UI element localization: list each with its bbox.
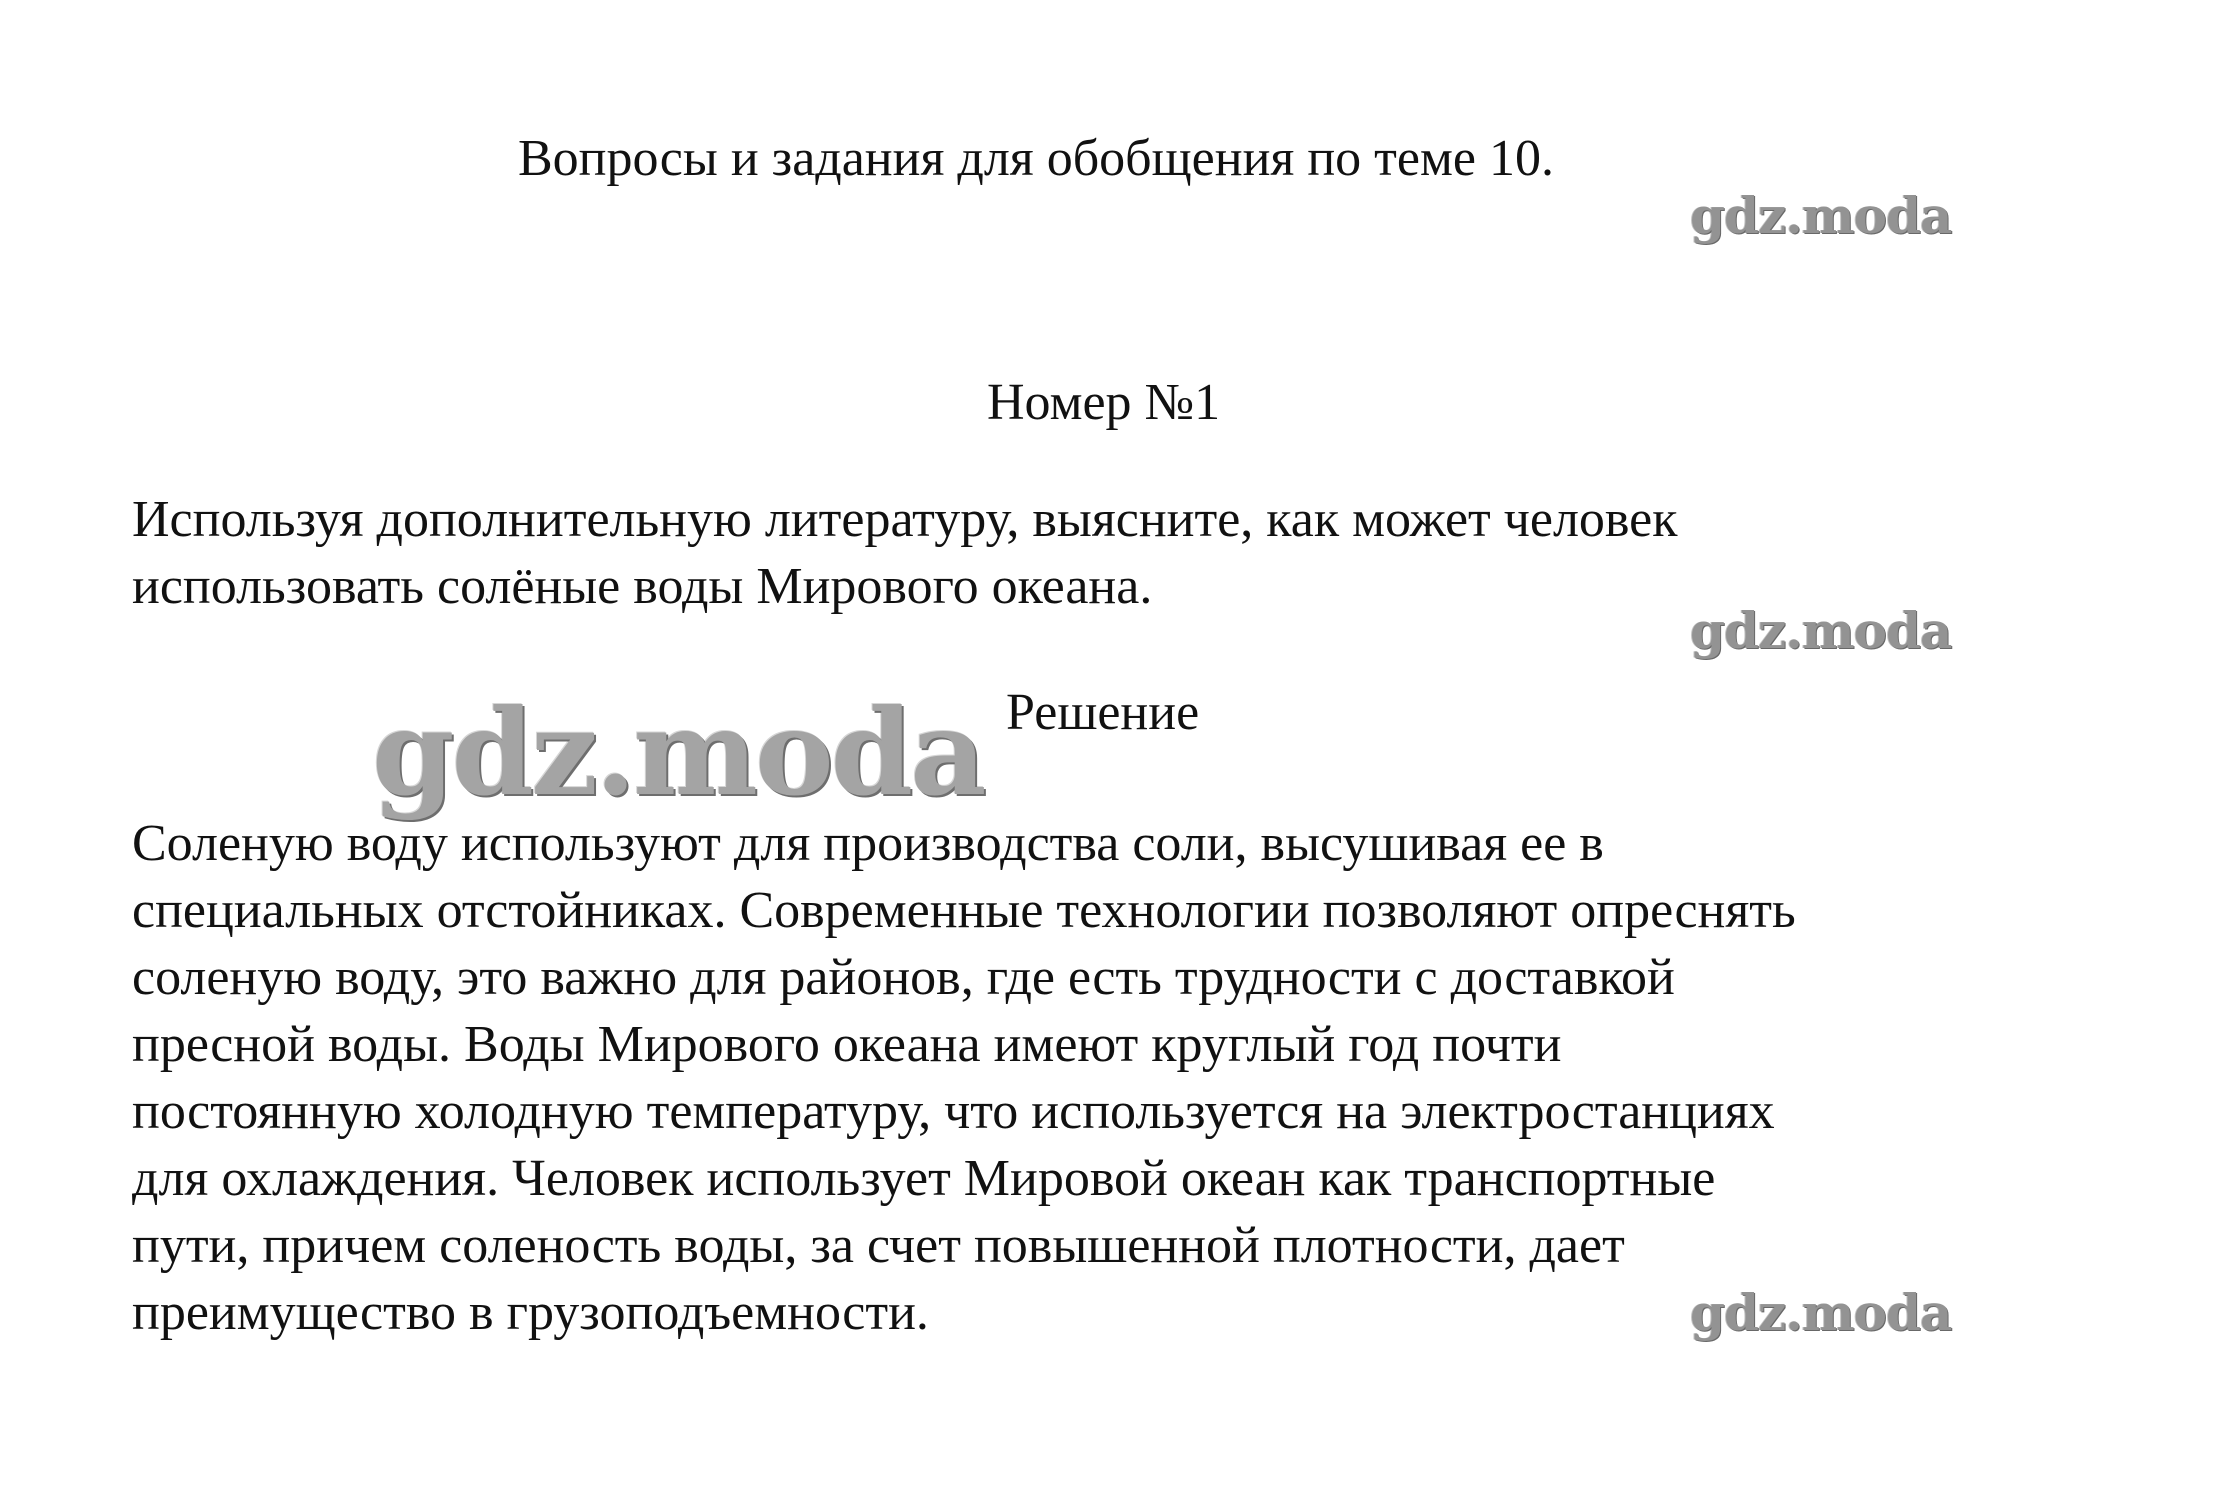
solution-line: пресной воды. Воды Мирового океана имеют круглый год почти bbox=[132, 1016, 1562, 1073]
watermark-logo: gdz.moda bbox=[1690, 1283, 1952, 1342]
solution-line: Соленую воду используют для производства соли, высушивая ее в bbox=[132, 815, 1604, 872]
solution-heading: Решение bbox=[1006, 684, 1200, 741]
watermark-logo-large: gdz.moda bbox=[372, 683, 984, 822]
solution-line: соленую воду, это важно для районов, где есть трудности с доставкой bbox=[132, 949, 1675, 1006]
question-line: использовать солёные воды Мирового океана. bbox=[132, 558, 1153, 615]
task-number-heading: Номер №1 bbox=[987, 374, 1221, 431]
solution-text bbox=[132, 810, 2122, 1346]
watermark-logo: gdz.moda bbox=[1690, 601, 1952, 660]
question-text bbox=[132, 486, 2122, 620]
watermark-logo: gdz.moda bbox=[1690, 186, 1952, 245]
solution-line: специальных отстойниках. Современные технологии позволяют опреснять bbox=[132, 882, 1796, 939]
page-title: Вопросы и задания для обобщения по теме 10. bbox=[518, 130, 1554, 187]
question-line: Используя дополнительную литературу, выясните, как может человек bbox=[132, 491, 1678, 548]
solution-line: постоянную холодную температуру, что используется на электростанциях bbox=[132, 1083, 1775, 1140]
solution-line: преимущество в грузоподъемности. bbox=[132, 1284, 929, 1341]
solution-line: для охлаждения. Человек использует Мировой океан как транспортные bbox=[132, 1150, 1716, 1207]
solution-line: пути, причем соленость воды, за счет повышенной плотности, дает bbox=[132, 1217, 1625, 1274]
